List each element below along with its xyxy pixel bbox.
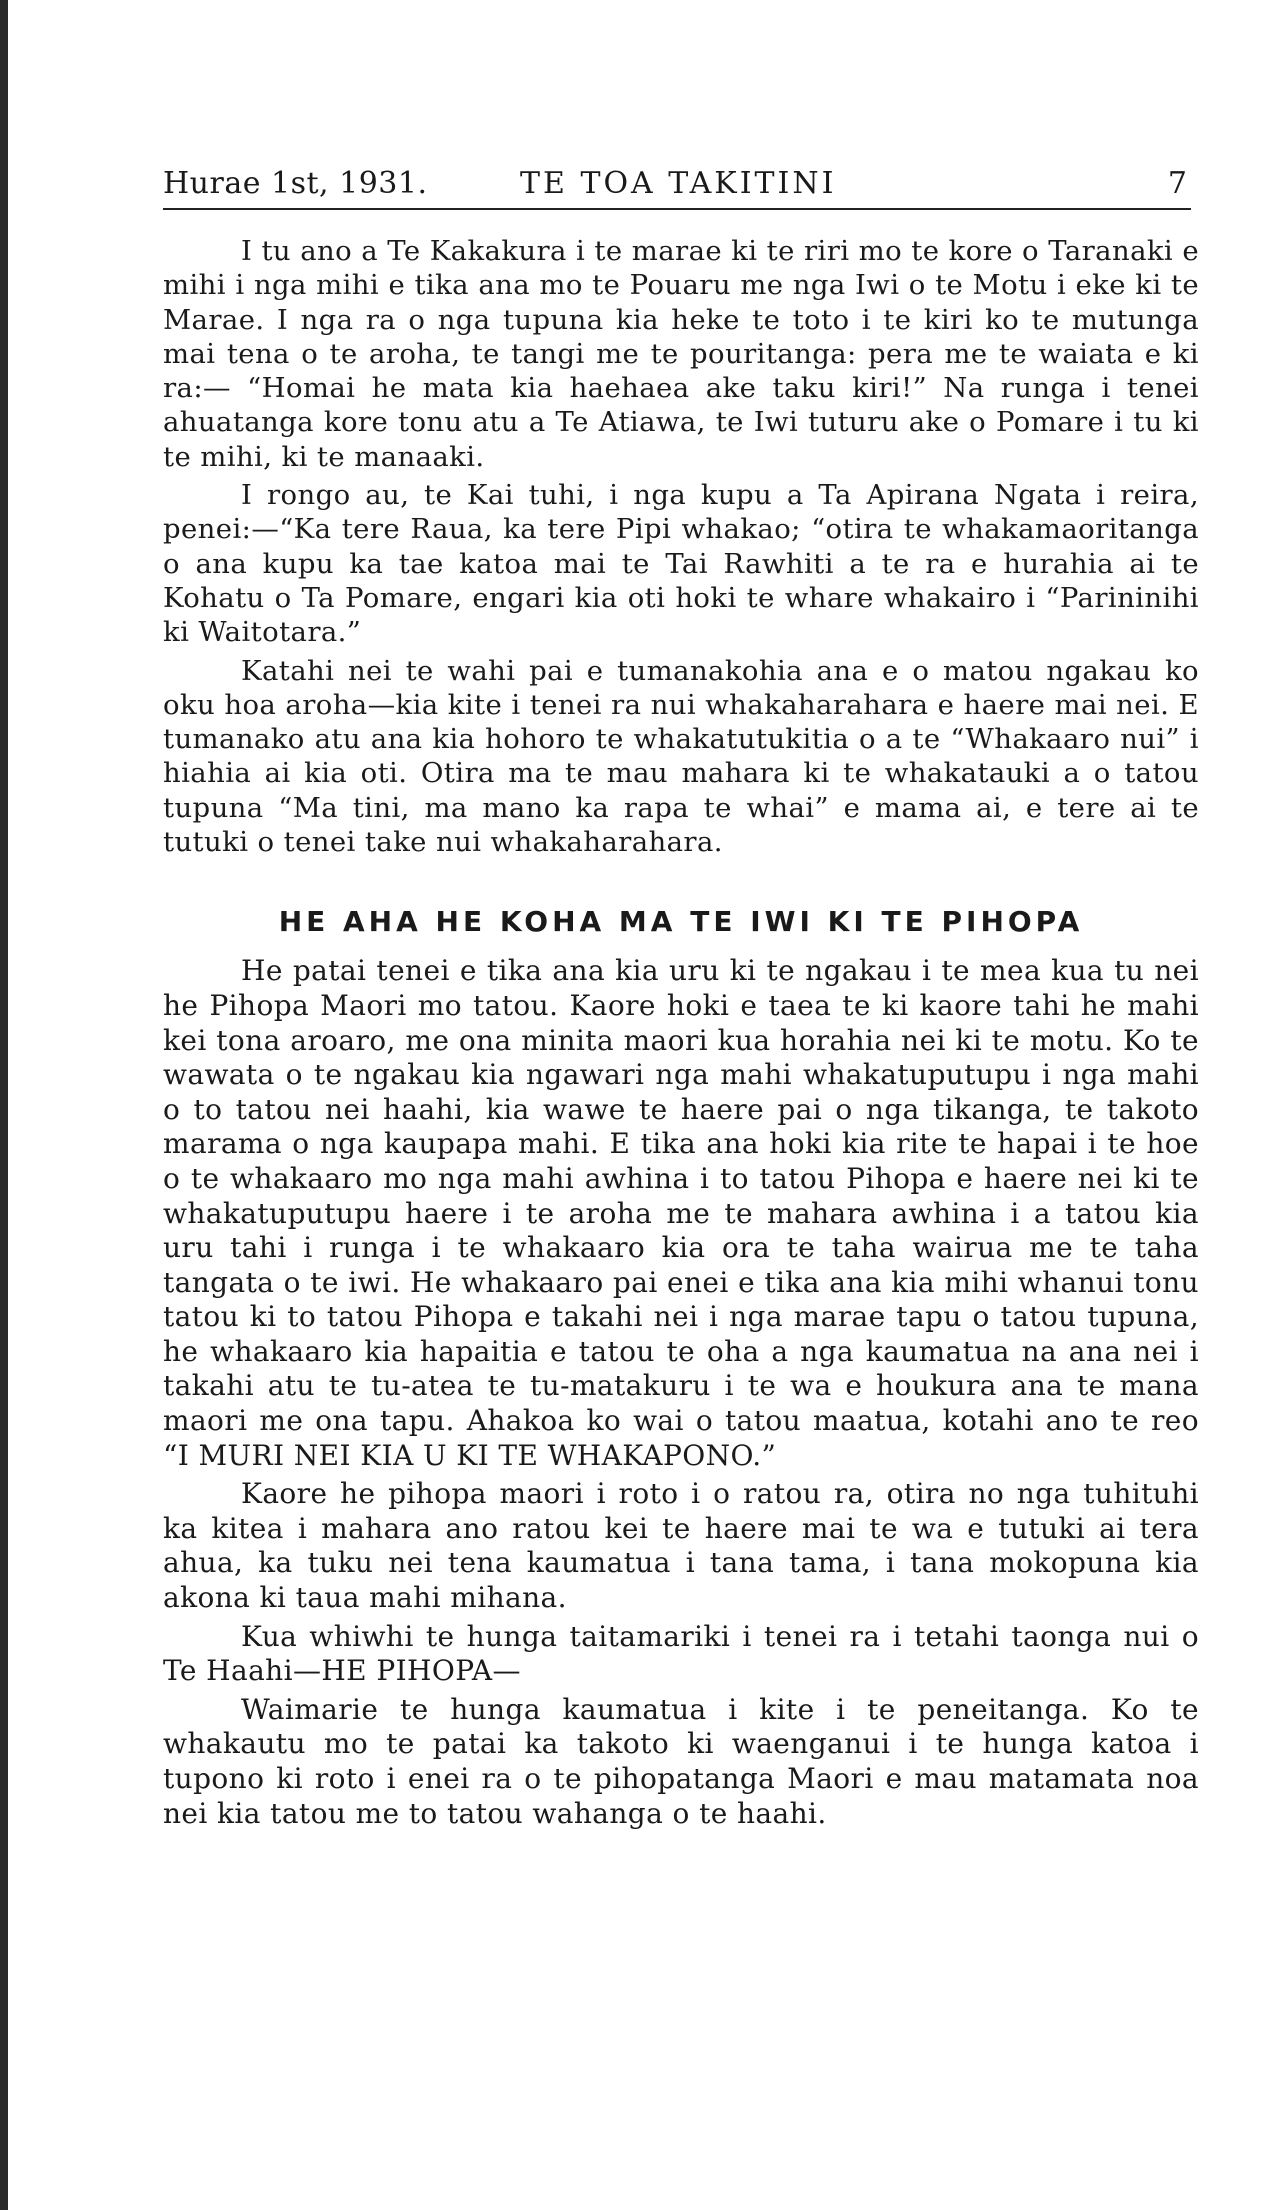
page-number: 7	[1167, 166, 1187, 201]
page-header	[163, 160, 1191, 210]
section-2	[163, 954, 1199, 1831]
article-body	[163, 234, 1199, 1831]
paragraph: Waimarie te hunga kaumatua i kite i te peneitanga. Ko te whakautu mo te patai ka takoto ki waenganui i te hunga katoa i tupono ki roto i enei ra o te pihopatanga Maori e mau matamata noa nei kia tatou me to tatou wahanga o te haahi.	[163, 1692, 1199, 1830]
paragraph: Katahi nei te wahi pai e tumanakohia ana e o matou ngakau ko oku hoa aroha—kia kite i tenei ra nui whakaharahara e haere mai nei. E tumanako atu ana kia hohoro te whakatutukitia o a te “Whakaaro nui” i hiahia ai kia oti. Otira ma te mau mahara ki te whakatauki a o tatou tupuna “Ma tini, ma mano ka rapa te whai” e mama ai, e tere ai te tutuki o tenei take nui whakaharahara.	[163, 654, 1199, 859]
paragraph: Kaore he pihopa maori i roto i o ratou ra, otira no nga tuhituhi ka kitea i mahara ano ratou kei te haere mai te wa e tutuki ai tera ahua, ka tuku nei tena kaumatua i tana tama, i tana mokopuna kia akona ki taua mahi mihana.	[163, 1477, 1199, 1615]
paragraph: I tu ano a Te Kakakura i te marae ki te riri mo te kore o Taranaki e mihi i nga mihi e tika ana mo te Pouaru me nga Iwi o te Motu i eke ki te Marae. I nga ra o nga tupuna kia heke te toto i te kiri ko te mutunga mai tena o te aroha, te tangi me te pouritanga: pera me te waiata e ki ra:— “Homai he mata kia haehaea ake taku kiri!” Na runga i tenei ahuatanga kore tonu atu a Te Atiawa, te Iwi tuturu ake o Pomare i tu ki te mihi, ki te manaaki.	[163, 235, 1199, 473]
section-heading: HE AHA HE KOHA MA TE IWI KI TE PIHOPA	[278, 905, 1084, 939]
header-date: Hurae 1st, 1931.	[163, 166, 428, 201]
section-1	[163, 234, 1199, 859]
paragraph: Kua whiwhi te hunga taitamariki i tenei ra i tetahi taonga nui o Te Haahi—HE PIHOPA—	[163, 1619, 1199, 1688]
page-binding-edge	[0, 0, 8, 2210]
publication-title: TE TOA TAKITINI	[520, 166, 837, 201]
paragraph: He patai tenei e tika ana kia uru ki te ngakau i te mea kua tu nei he Pihopa Maori mo tatou. Kaore hoki e taea te ki kaore tahi he mahi kei tona aroaro, me ona minita maori kua horahia nei ki te motu. Ko te wawata o te ngakau kia ngawari nga mahi whakatuputupu i nga mahi o to tatou nei haahi, kia wawe te haere pai o nga tikanga, te takoto marama o nga kaupapa mahi. E tika ana hoki kia rite te hapai i te hoe o te whakaaro mo nga mahi awhina i to tatou Pihopa e haere nei ki te whakatuputupu haere i te aroha me te mahara awhina i a tatou kia uru tahi i runga i te whakaaro kia ora te taha wairua me te taha tangata o te iwi. He whakaaro pai enei e tika ana kia mihi whanui tonu tatou ki to tatou Pihopa e takahi nei i nga marae tapu o tatou tupuna, he whakaaro kia hapaitia e tatou te oha a nga kaumatua na ana nei i takahi atu te tu-atea te tu-matakuru i te wa e houkura ana te mana maori me ona tapu. Ahakoa ko wai o tatou maatua, kotahi ano te reo “I MURI NEI KIA U KI TE WHAKAPONO.”	[163, 954, 1199, 1472]
paragraph: I rongo au, te Kai tuhi, i nga kupu a Ta Apirana Ngata i reira, penei:—“Ka tere Raua, ka tere Pipi whakao; “otira te whakamaoritanga o ana kupu ka tae katoa mai te Tai Rawhiti a te ra e hurahia ai te Kohatu o Ta Pomare, engari kia oti hoki te whare whakairo i “Parininihi ki Waitotara.”	[163, 479, 1199, 649]
